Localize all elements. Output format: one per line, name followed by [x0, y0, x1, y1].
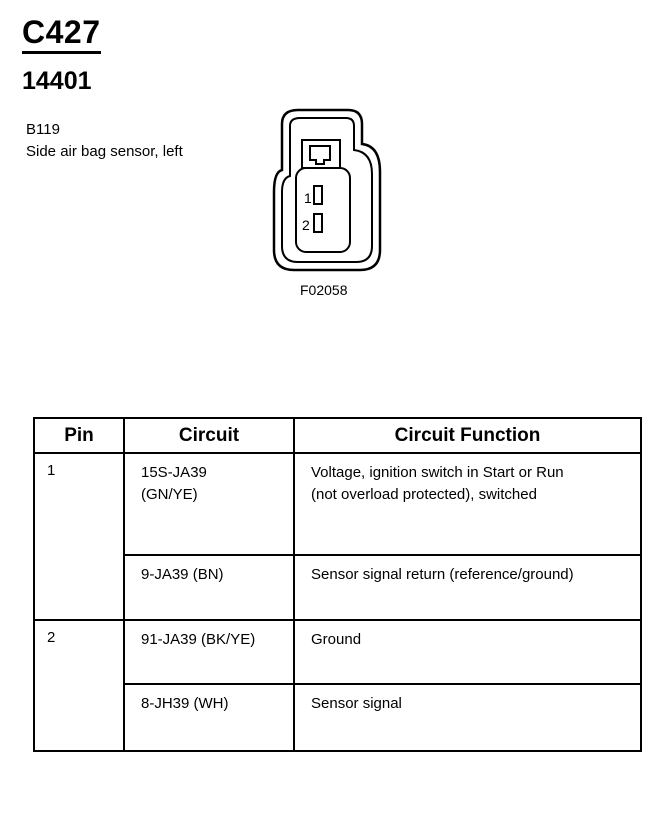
header-circuit-function: Circuit Function: [294, 418, 641, 453]
function-line-1: Voltage, ignition switch in Start or Run: [311, 464, 564, 481]
connector-id: C427: [22, 14, 101, 54]
function-cell: Sensor signal return (reference/ground): [294, 555, 641, 620]
pin-2-terminal: [314, 214, 322, 232]
function-cell: Sensor signal: [294, 684, 641, 751]
function-line-2: (not overload protected), switched: [311, 486, 537, 503]
header-pin: Pin: [34, 418, 124, 453]
header-circuit: Circuit: [124, 418, 294, 453]
circuit-cell: [124, 453, 294, 555]
table-header-row: [34, 418, 641, 453]
table-row: [34, 684, 641, 751]
pin-1-terminal: [314, 186, 322, 204]
pin-cell: 2: [34, 620, 124, 751]
latch-tab: [310, 146, 330, 164]
function-cell: [294, 453, 641, 555]
table-row: [34, 620, 641, 684]
circuit-color: (GN/YE): [141, 486, 198, 503]
table-row: [34, 555, 641, 620]
circuit-cell: 8-JH39 (WH): [124, 684, 294, 751]
circuit-cell: 91-JA39 (BK/YE): [124, 620, 294, 684]
part-number: 14401: [22, 67, 92, 95]
function-cell: Ground: [294, 620, 641, 684]
component-description: Side air bag sensor, left: [26, 143, 183, 160]
table-row: [34, 453, 641, 555]
pin-cell: 1: [34, 453, 124, 620]
pin-2-label: 2: [302, 217, 310, 233]
circuit-cell: 9-JA39 (BN): [124, 555, 294, 620]
terminal-body: [296, 168, 350, 252]
circuit-code: 15S-JA39: [141, 464, 207, 481]
component-code: B119: [26, 121, 60, 138]
pin-1-label: 1: [304, 190, 312, 206]
pinout-table: [33, 417, 642, 752]
connector-face-diagram: [268, 106, 386, 276]
figure-label: F02058: [300, 282, 348, 298]
